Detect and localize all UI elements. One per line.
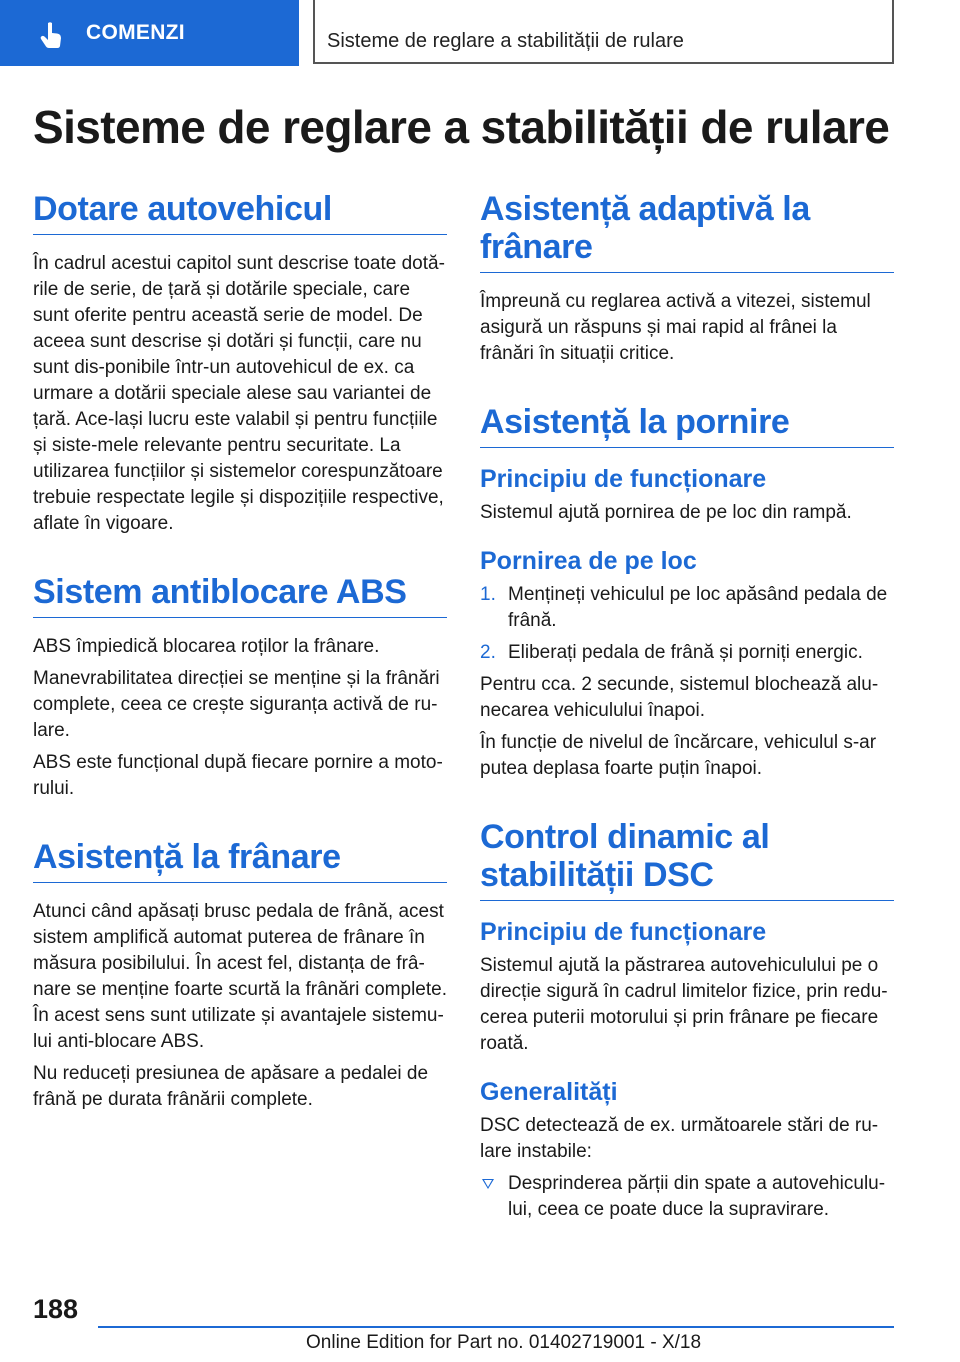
- paragraph: Sistemul ajută pornirea de pe loc din rampă.: [480, 502, 852, 523]
- paragraph: Atunci când apăsați brusc pedala de frână, acest sistem amplifică automat puterea de frânare în măsura posibilului. În acest fel, distanța de frâ-nare se menține foarte scurtă la frânări complete. În acest sens sunt utilizate și avantajele sistemu-lui anti-blocare ABS.: [33, 901, 447, 1052]
- tab-label: COMENZI: [86, 21, 185, 44]
- top-navigation-bar: [0, 0, 960, 66]
- step-number: 2.: [480, 642, 496, 663]
- page-footer: [0, 1290, 960, 1362]
- step-text: Mențineți vehiculul pe loc apăsând pedala de frână.: [508, 584, 888, 631]
- paragraph: În cadrul acestui capitol sunt descrise toate dotă-rile de serie, de țară și dotările speciale, care sunt oferite pentru această serie de model. De aceea sunt descrise și dotări și funcții, care nu sunt dis-ponibile într-un autovehicul de ex. ca urmare a dotării speciale alese sau variantei de țară. Ace-lași lucru este valabil și pentru funcțiile și siste-mele relevante pentru securitate. La utilizarea funcțiilor și sistemelor corespunzătoare trebuie respectate legile și dispozițiile respective, aflate în vigoare.: [33, 253, 445, 534]
- subheading-pornirea: Pornirea de pe loc: [480, 547, 697, 575]
- paragraph: Pentru cca. 2 secunde, sistemul blochează alu-necarea vehiculului înapoi.: [480, 674, 879, 721]
- list-item: [480, 582, 894, 634]
- step-list: [480, 582, 894, 666]
- section-heading-asistenta-pornire: Asistență la pornire: [480, 403, 894, 448]
- section-heading-asistenta-franare: Asistență la frânare: [33, 838, 447, 883]
- bullet-list: [480, 1171, 894, 1223]
- section-heading-dsc: Control dinamic al stabilității DSC: [480, 818, 894, 901]
- left-column: [33, 190, 447, 1119]
- section-heading-abs: Sistem antiblocare ABS: [33, 573, 447, 618]
- edition-text: Online Edition for Part no. 01402719001 - X/18: [306, 1332, 702, 1353]
- paragraph: DSC detectează de ex. următoarele stări de ru-lare instabile:: [480, 1115, 879, 1162]
- paragraph: Manevrabilitatea direcției se menține și la frânări complete, ceea ce crește siguranța activă de ru-lare.: [33, 668, 440, 741]
- section-heading-dotare: Dotare autovehicul: [33, 190, 447, 235]
- step-text: Eliberați pedala de frână și porniți energic.: [508, 642, 863, 663]
- footer-divider: [98, 1326, 894, 1328]
- subheading-principiu: Principiu de funcționare: [480, 918, 767, 946]
- paragraph: Împreună cu reglarea activă a vitezei, sistemul asigură un răspuns și mai rapid al frânei la frânări în situații critice.: [480, 291, 871, 364]
- paragraph: Nu reduceți presiunea de apăsare a pedalei de frână pe durata frânării complete.: [33, 1063, 429, 1110]
- section-heading-asistenta-adaptiva: Asistență adaptivă la frânare: [480, 190, 894, 273]
- subheading-principiu: Principiu de funcționare: [480, 465, 767, 493]
- paragraph: Sistemul ajută la păstrarea autovehiculului pe o direcție sigură în cadrul limitelor fizice, prin redu-cerea puterii motorului și prin frânare pe fiecare roată.: [480, 955, 888, 1054]
- page-title: Sisteme de reglare a stabilității de rulare: [33, 101, 890, 153]
- paragraph: În funcție de nivelul de încărcare, vehiculul s-ar putea deplasa foarte puțin înapoi.: [480, 732, 877, 779]
- list-item: [480, 1171, 894, 1223]
- breadcrumb-text: Sisteme de reglare a stabilității de rulare: [327, 30, 684, 52]
- paragraph: ABS este funcțional după fiecare pornire a moto-rului.: [33, 752, 443, 799]
- breadcrumb: [313, 0, 894, 64]
- hand-pointer-icon: [36, 20, 66, 50]
- subheading-generalitati: Generalități: [480, 1078, 618, 1106]
- tab-comenzi[interactable]: [0, 0, 299, 66]
- list-item: [480, 640, 894, 666]
- triangle-bullet-icon: [482, 1179, 494, 1189]
- page-number: 188: [33, 1294, 79, 1324]
- right-column: [480, 190, 894, 1229]
- paragraph: ABS împiedică blocarea roților la frânare.: [33, 636, 380, 657]
- step-number: 1.: [480, 584, 496, 605]
- bullet-text: Desprinderea părții din spate a autovehiculu-lui, ceea ce poate duce la supravirare.: [508, 1173, 886, 1220]
